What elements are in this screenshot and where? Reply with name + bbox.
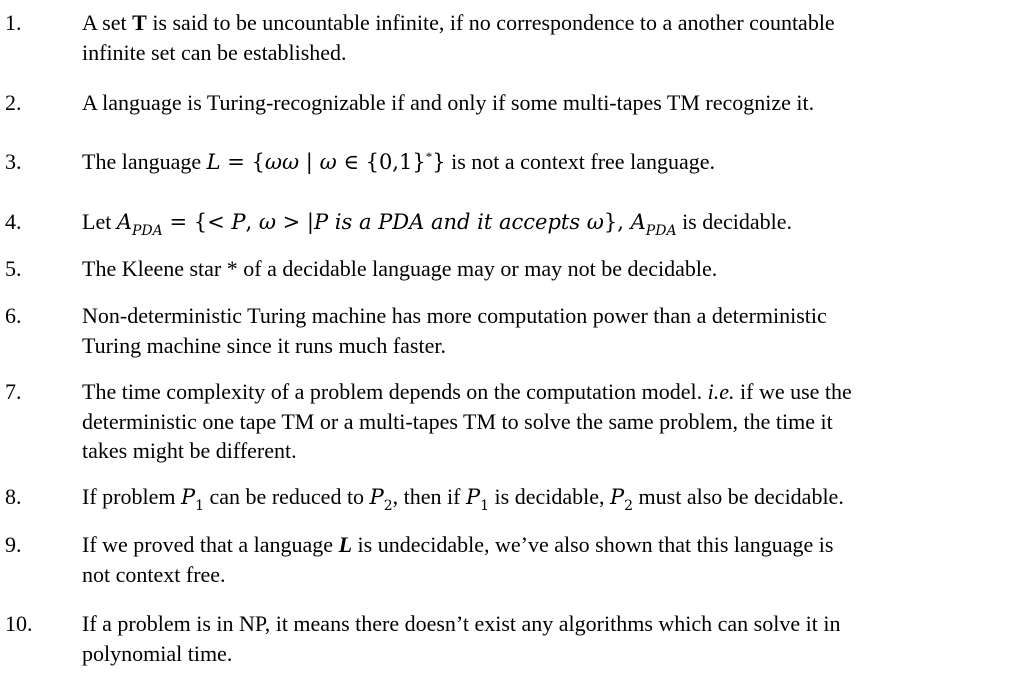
statement-line: A set T is said to be uncountable infinite, if no correspondence to a another countable — [82, 10, 835, 35]
statement-number: 3. — [5, 149, 22, 174]
statement-line: takes might be different. — [82, 438, 297, 463]
statement-number: 6. — [5, 303, 22, 328]
statement-number: 9. — [5, 532, 22, 557]
math-L: L — [206, 150, 221, 174]
statement-text — [82, 530, 1022, 589]
statement-line: not context free. — [82, 561, 226, 587]
statement-text — [82, 377, 1022, 466]
statement-number: 5. — [5, 256, 22, 281]
statement-text: If problem $P_1$ can be reduced to $P_2$, then if $P_1$ is decidable, $P_2$ must also be decidable. — [82, 484, 844, 514]
statement-line: The time complexity of a problem depends on the computation model. i.e. if we use the — [82, 379, 852, 404]
statement-number: 8. — [5, 484, 22, 509]
statement-line: Turing machine since it runs much faster. — [82, 332, 446, 358]
statement-number: 10. — [5, 611, 33, 636]
statement-text — [82, 609, 1022, 668]
statement-text: Let $A_{PDA}$ = {< P, ω > |P is a PDA and it accepts ω}, $A_{PDA}$ is decidable. — [82, 209, 793, 239]
statement-text — [82, 8, 1022, 67]
statement-number: 7. — [5, 379, 22, 404]
statement-line: Non-deterministic Turing machine has more computation power than a deterministic — [82, 303, 827, 328]
statement-number: 2. — [5, 90, 22, 115]
statement-line: polynomial time. — [82, 640, 233, 666]
math-A: A — [116, 210, 132, 234]
set-T-symbol: T — [132, 10, 147, 35]
statement-line: If we proved that a language L is undecidable, we’ve also shown that this language is — [82, 532, 834, 557]
statement-number: 4. — [5, 209, 22, 234]
statement-text: The language L = {ωω | ω ∈ {0,1}*} is not a context free language. — [82, 149, 715, 174]
statement-text: A language is Turing-recognizable if and only if some multi-tapes TM recognize it. — [82, 90, 815, 115]
statement-text: The Kleene star * of a decidable language may or may not be decidable. — [82, 256, 718, 281]
statement-text — [82, 301, 1022, 360]
statement-number: 1. — [5, 10, 22, 35]
statement-line: deterministic one tape TM or a multi-tapes TM to solve the same problem, the time it — [82, 408, 833, 434]
statement-line: infinite set can be established. — [82, 39, 347, 65]
language-L-symbol: L — [338, 532, 353, 557]
statement-line: If a problem is in NP, it means there doesn’t exist any algorithms which can solve it in — [82, 611, 841, 636]
